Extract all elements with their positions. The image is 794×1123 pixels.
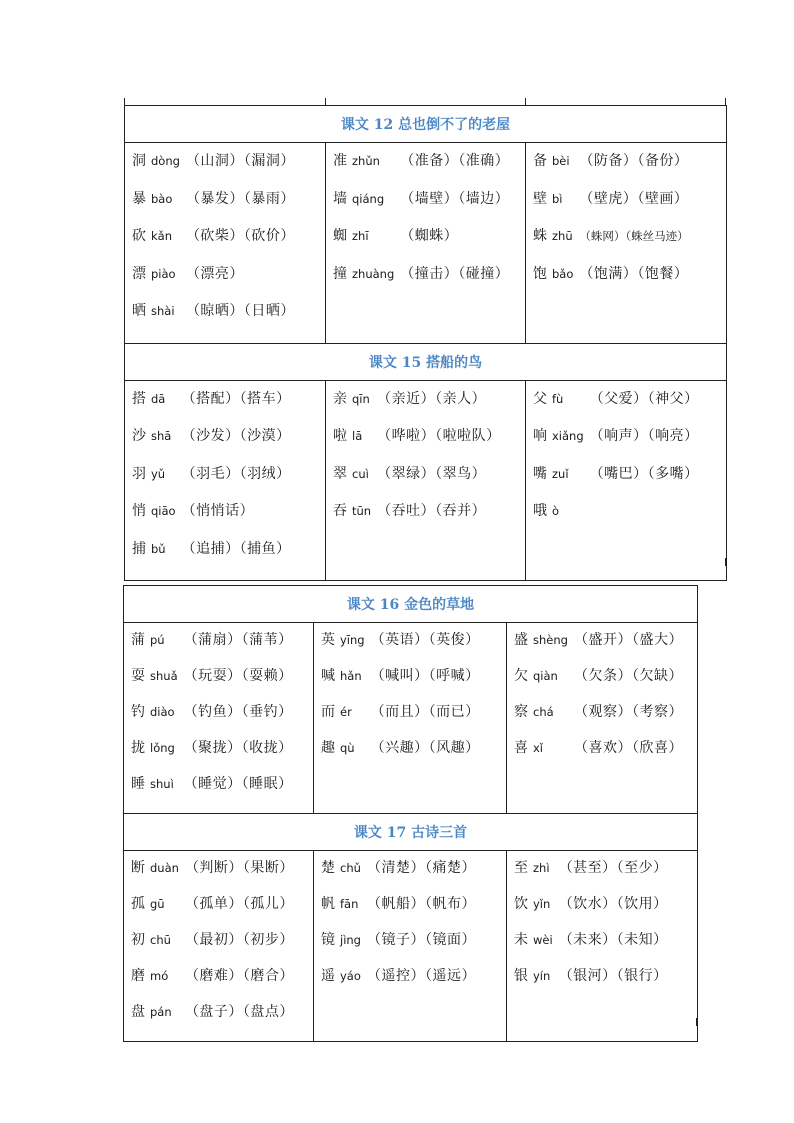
lesson-title: 课文 12 总也倒不了的老屋 [125,106,727,143]
hanzi-char: 趣 [321,740,335,756]
example-words: （遥控）（遥远） [366,968,476,984]
hanzi-char: 吞 [333,503,347,519]
pinyin: yīng [340,633,365,647]
hanzi-char: 晒 [132,303,146,319]
example-words: （砍柴）（砍价） [185,228,295,244]
example-words: （钓鱼）（垂钓） [183,704,293,720]
example-words: （沙发）（沙漠） [181,428,291,444]
pinyin: bì [552,191,563,206]
vocab-entry [514,965,695,1001]
pinyin: yǔ [151,466,166,481]
character-column [314,623,507,814]
pinyin: lā [352,429,363,443]
hanzi-char: 墙 [333,190,347,207]
hanzi-char: 磨 [131,968,145,984]
pinyin: zhī [352,229,369,243]
pinyin: xǐ [533,741,544,755]
character-column [507,851,698,1042]
character-column [125,380,326,581]
hanzi-char: 银 [514,968,528,984]
pinyin: bèi [552,154,570,168]
vocab-entry [132,225,323,263]
example-words: （山洞）（漏洞） [185,153,295,169]
vocab-entry [321,665,504,701]
character-column [125,143,326,344]
example-words: （清楚）（痛楚） [366,860,476,876]
vocab-entry [132,263,323,301]
example-words: （帆船）（帆布） [366,896,476,912]
hanzi-char: 羽 [132,465,146,482]
vocab-entry [321,701,504,737]
vocab-entry [131,773,311,809]
hanzi-char: 初 [131,932,145,948]
example-words: （翠绿）（翠鸟） [377,465,487,482]
pinyin: qiāo [151,504,176,518]
section-body-row [124,623,698,814]
vocab-entry [333,425,523,463]
hanzi-char: 漂 [132,265,146,282]
hanzi-char: 未 [514,932,528,948]
hanzi-char: 洞 [132,153,146,169]
example-words: （晾晒）（日晒） [185,303,295,319]
vocab-entry [533,225,724,263]
section-header-row [124,586,698,623]
example-words: （嘴巴）（多嘴） [589,465,699,482]
vocab-entry [333,225,523,263]
section-body-row [125,143,727,344]
example-words: （磨难）（磨合） [184,968,294,984]
vocab-entry [333,188,523,226]
example-words: （睡觉）（睡眠） [183,776,293,792]
pinyin: xiǎng [552,429,584,443]
vocab-entry [131,893,311,929]
vocab-entry [533,150,724,188]
hanzi-char: 饱 [533,265,547,282]
pinyin: qiàn [533,669,558,683]
vocab-entry [132,425,323,463]
pinyin: yǐn [533,897,551,911]
section-header-row [124,814,698,851]
character-column [507,623,698,814]
pinyin: zuǐ [552,466,569,481]
pinyin: zhuàng [352,266,395,281]
lesson-title: 课文 15 搭船的鸟 [125,343,727,380]
hanzi-char: 准 [333,153,347,169]
pinyin: mó [150,969,169,983]
pinyin: qīn [352,391,370,406]
example-words: （英语）（英俊） [370,632,480,648]
pinyin: qiáng [352,191,385,206]
vocab-entry [132,463,323,501]
example-words: （蒲扇）（蒲苇） [183,632,293,648]
vocab-entry [514,893,695,929]
vocab-entry [131,737,311,773]
pinyin: shuǎ [150,669,178,683]
hanzi-char: 响 [533,428,547,444]
example-words: （亲近）（亲人） [377,390,487,407]
hanzi-char: 搭 [132,390,146,407]
pinyin: lǒng [150,741,175,755]
example-words: （哗啦）（啦啦队） [377,428,501,444]
hanzi-char: 盛 [514,632,528,648]
hanzi-char: 耍 [131,668,145,684]
section-header-row [125,106,727,143]
hanzi-char: 悄 [132,503,146,519]
example-words: （追捕）（捕鱼） [181,540,291,557]
vocab-entry [131,629,311,665]
hanzi-char: 盘 [131,1004,145,1020]
pinyin: chǔ [340,861,361,875]
pinyin: dòng [151,154,180,168]
hanzi-char: 楚 [321,860,335,876]
hanzi-char: 喊 [321,668,335,684]
pinyin: pán [150,1005,172,1019]
example-words: （镜子）（镜面） [366,932,476,948]
hanzi-char: 沙 [132,428,146,444]
pinyin: shài [151,304,175,318]
hanzi-char: 察 [514,704,528,720]
vocab-entry [514,737,695,773]
pinyin: shuì [150,777,174,791]
hanzi-char: 啦 [333,428,347,444]
pinyin: kǎn [151,229,172,243]
vocab-entry [131,701,311,737]
lesson-title: 课文 16 金色的草地 [124,586,698,623]
pinyin: dā [151,391,166,406]
hanzi-char: 孤 [131,896,145,912]
hanzi-char: 拢 [131,740,145,756]
hanzi-char: 蒲 [131,632,145,648]
hanzi-char: 帆 [321,896,335,912]
pinyin: yáo [340,969,361,983]
example-words: （悄悄话） [181,503,255,519]
pinyin: pú [150,633,165,647]
vocab-entry [321,737,504,773]
section-body-row [125,380,727,581]
pinyin: bǔ [151,541,166,556]
vocab-entry [333,150,523,188]
example-words: （响声）（响亮） [589,428,699,444]
vocab-entry [333,263,523,301]
vocab-entry [321,629,504,665]
vocab-entry [533,500,724,538]
example-words: （喜欢）（欣喜） [573,740,683,756]
example-words: （兴趣）（风趣） [370,740,480,756]
character-column [124,623,314,814]
vocab-entry [321,965,504,1001]
vocab-entry [132,538,323,576]
pinyin: shā [151,429,172,443]
hanzi-char: 嘴 [533,465,547,482]
hanzi-char: 捕 [132,540,146,557]
hanzi-char: 喜 [514,740,528,756]
vocab-entry [514,629,695,665]
example-words: （父爱）（神父） [589,390,699,407]
example-words: （观察）（考察） [573,704,683,720]
vocab-entry [321,893,504,929]
hanzi-char: 亲 [333,390,347,407]
pinyin: zhū [552,229,573,243]
vocab-entry [333,388,523,426]
pinyin: bào [151,191,173,206]
pinyin: fān [340,897,359,911]
example-words: （玩耍）（耍赖） [183,668,293,684]
example-words: （漂亮） [185,265,244,282]
character-column [326,143,526,344]
vocab-entry [132,188,323,226]
example-words: （蜘蛛） [400,228,459,244]
example-words: （墙壁）（墙边） [400,190,510,207]
vocab-entry [533,425,724,463]
character-column [124,851,314,1042]
hanzi-char: 断 [131,860,145,876]
example-words: （蛛网）（蛛丝马迹） [579,229,689,243]
example-words: （饱满）（饱餐） [579,265,689,282]
pinyin: zhǔn [352,154,380,168]
vocab-entry [321,929,504,965]
pinyin: hǎn [340,669,362,683]
vocab-entry [131,1001,311,1037]
vocab-entry [514,857,695,893]
example-words: （准备）（准确） [400,153,510,169]
example-words: （撞击）（碰撞） [400,265,510,282]
vocab-entry [533,263,724,301]
vocab-entry [333,500,523,538]
section-body-row [124,851,698,1042]
pinyin: gū [150,897,165,911]
hanzi-char: 镜 [321,932,335,948]
hanzi-char: 遥 [321,968,335,984]
vocab-entry [131,965,311,1001]
hanzi-char: 欠 [514,668,528,684]
character-column [526,380,727,581]
vocab-table-1 [124,105,727,581]
hanzi-char: 睡 [131,776,145,792]
pinyin: chū [150,933,171,947]
vocab-entry [533,463,724,501]
example-words: （盘子）（盘点） [184,1004,294,1020]
vocab-entry [132,150,323,188]
pinyin: cuì [352,466,369,481]
hanzi-char: 砍 [132,228,146,244]
pinyin: piào [151,266,176,281]
pinyin: zhì [533,861,550,875]
hanzi-char: 哦 [533,503,547,519]
example-words: （暴发）（暴雨） [185,190,295,207]
example-words: （聚拢）（收拢） [183,740,293,756]
hanzi-char: 蜘 [333,228,347,244]
hanzi-char: 蛛 [533,228,547,244]
pinyin: bǎo [552,266,574,281]
vocab-entry [132,500,323,538]
character-column [326,380,526,581]
pinyin: diào [150,705,175,719]
vocab-entry [514,929,695,965]
vocab-table-2 [123,585,698,1042]
example-words: （欠条）（欠缺） [573,668,683,684]
example-words: （盛开）（盛大） [573,632,683,648]
pinyin: shèng [533,633,568,647]
pinyin: ò [552,504,560,518]
hanzi-char: 撞 [333,265,347,282]
hanzi-char: 壁 [533,190,547,207]
vocab-entry [131,929,311,965]
vocab-entry [131,857,311,893]
vocab-entry [514,701,695,737]
pinyin: duàn [150,861,179,875]
hanzi-char: 至 [514,860,528,876]
example-words: （饮水）（饮用） [558,896,668,912]
pinyin: wèi [533,933,553,947]
example-words: （吞吐）（吞并） [377,503,487,519]
vocab-entry [533,388,724,426]
example-words: （甚至）（至少） [558,860,668,876]
vocab-entry [131,665,311,701]
hanzi-char: 英 [321,632,335,648]
hanzi-char: 暴 [132,190,146,207]
lesson-title: 课文 17 古诗三首 [124,814,698,851]
vocab-entry [321,857,504,893]
example-words: （孤单）（孤儿） [184,896,294,912]
example-words: （羽毛）（羽绒） [181,465,291,482]
pinyin: chá [533,705,554,719]
hanzi-char: 备 [533,153,547,169]
vocab-entry [132,388,323,426]
vocab-entry [533,188,724,226]
example-words: （最初）（初步） [184,932,294,948]
hanzi-char: 而 [321,704,335,720]
section-header-row [125,343,727,380]
vocab-entry [333,463,523,501]
example-words: （判断）（果断） [184,860,294,876]
hanzi-char: 饮 [514,896,528,912]
pinyin: jìng [340,933,361,947]
example-words: （搭配）（搭车） [181,390,291,407]
example-words: （而且）（而已） [370,704,480,720]
hanzi-char: 父 [533,390,547,407]
hanzi-char: 钓 [131,704,145,720]
pinyin: qù [340,741,355,755]
pinyin: fù [552,391,564,406]
pinyin: tūn [352,504,372,518]
example-words: （壁虎）（壁画） [579,190,689,207]
character-column [314,851,507,1042]
example-words: （喊叫）（呼喊） [370,668,480,684]
hanzi-char: 翠 [333,465,347,482]
pinyin: ér [340,705,352,719]
example-words: （未来）（未知） [558,932,668,948]
example-words: （银河）（银行） [558,968,668,984]
vocab-entry [132,300,323,338]
example-words: （防备）（备份） [579,153,689,169]
vocab-entry [514,665,695,701]
character-column [526,143,727,344]
pinyin: yín [533,969,551,983]
